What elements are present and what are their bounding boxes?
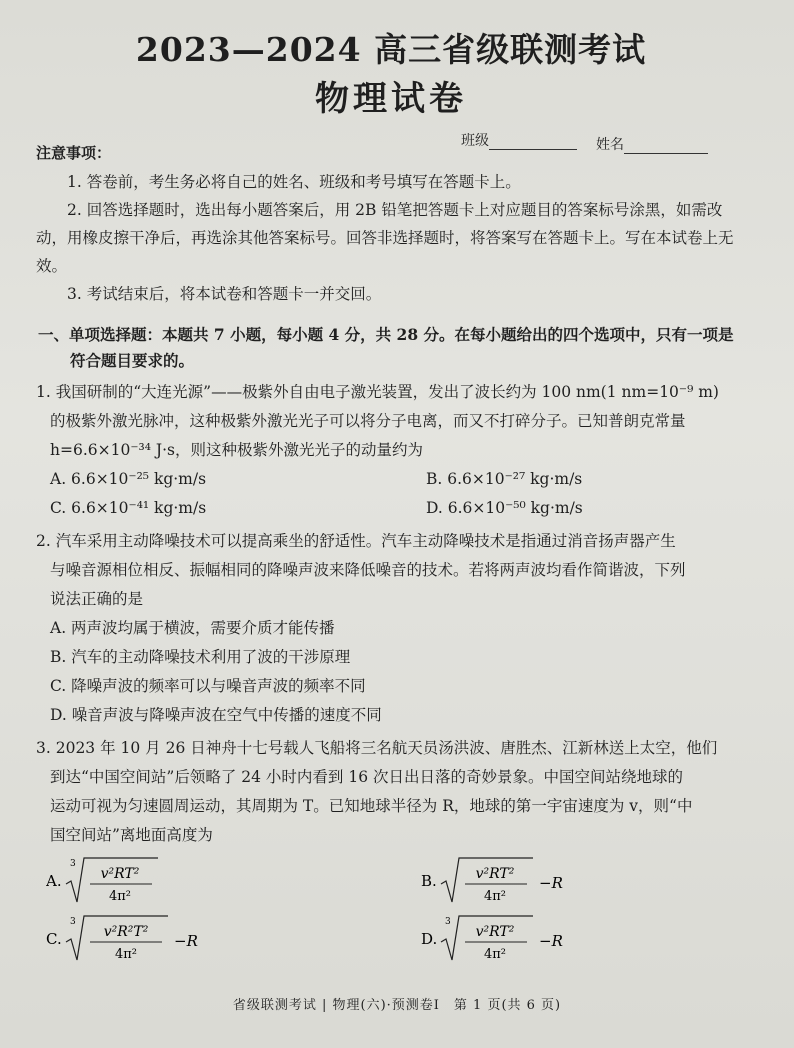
- exam-subtitle: 物理试卷: [315, 79, 467, 119]
- fraction-numerator: v²R²T²: [103, 924, 149, 940]
- section-line: 符合题目要求的。: [70, 351, 195, 370]
- minus-r: −R: [174, 932, 198, 950]
- question-3: [36, 734, 746, 850]
- root-index: 3: [70, 917, 76, 927]
- option-row: [36, 850, 746, 908]
- question-text: 3. 2023 年 10 月 26 日神舟十七号载人飞船将三名航天员汤洪波、唐胜杰、江新林送上太空，他们: [36, 739, 718, 757]
- option-letter: C.: [46, 930, 62, 948]
- section-heading: [36, 322, 746, 374]
- fraction-denominator: 4π²: [114, 947, 138, 962]
- option-row: [36, 908, 746, 966]
- option-d: D. 噪音声波与降噪声波在空气中传播的速度不同: [50, 706, 382, 724]
- question-text: 1. 我国研制的“大连光源”——极紫外自由电子激光装置，发出了波长约为 100 nm(1 nm=10⁻⁹ m): [36, 383, 719, 401]
- option-a: [46, 854, 306, 908]
- page-footer: 省级联测考试 | 物理(六)·预测卷Ⅰ 第 1 页(共 6 页): [232, 998, 562, 1013]
- option-a: A. 两声波均属于横波，需要介质才能传播: [50, 619, 335, 637]
- question-text: 2. 汽车采用主动降噪技术可以提高乘坐的舒适性。汽车主动降噪技术是指通过消音扬声器产生: [36, 532, 676, 550]
- option-d: [421, 912, 681, 966]
- question-text: 与噪音源相位相反、振幅相同的降噪声波来降低噪音的技术。若将两声波均看作简谐波，下列: [50, 561, 686, 579]
- question-text: 说法正确的是: [50, 590, 144, 608]
- class-field: [461, 130, 577, 150]
- option-row: [36, 465, 746, 494]
- option-letter: D.: [421, 930, 438, 948]
- fraction-numerator: v²RT²: [475, 924, 515, 940]
- option-d: D. 6.6×10⁻⁵⁰ kg·m/s: [426, 499, 583, 517]
- name-field: [596, 134, 708, 154]
- notice-item: 2. 回答选择题时，选出每小题答案后，用 2B 铅笔把答题卡上对应题目的答案标号涂黑，如需改动，用橡皮擦干净后，再选涂其他答案标号。回答非选择题时，将答案写在答题卡上。写在本试卷上无效。: [36, 201, 734, 275]
- minus-r: −R: [539, 874, 563, 892]
- root-index: 3: [445, 917, 451, 927]
- exam-title: 2023—2024 高三省级联测考试: [135, 30, 647, 69]
- question-text: 的极紫外激光脉冲，这种极紫外激光光子可以将分子电离，而又不打碎分子。已知普朗克常量: [50, 412, 686, 430]
- notice-item: 1. 答卷前，考生务必将自己的姓名、班级和考号填写在答题卡上。: [67, 173, 521, 191]
- option-letter: A.: [46, 872, 62, 890]
- fraction-denominator: 4π²: [483, 889, 507, 904]
- notice-label: 注意事项：: [36, 144, 112, 162]
- fraction-denominator: 4π²: [108, 889, 132, 904]
- class-blank[interactable]: [489, 133, 577, 150]
- notice-list: [36, 168, 746, 308]
- option-b: [421, 854, 681, 908]
- option-c: C. 降噪声波的频率可以与噪音声波的频率不同: [50, 677, 366, 695]
- option-b: B. 6.6×10⁻²⁷ kg·m/s: [426, 470, 583, 488]
- fraction-numerator: v²RT²: [100, 866, 140, 882]
- question-text: 运动可视为匀速圆周运动，其周期为 T。已知地球半径为 R，地球的第一宇宙速度为 v，则“中: [50, 797, 693, 815]
- option-c: C. 6.6×10⁻⁴¹ kg·m/s: [50, 499, 207, 517]
- class-label: 班级: [461, 133, 489, 149]
- question-2: [36, 527, 746, 614]
- meta-row: [36, 133, 746, 164]
- option-c: [46, 912, 306, 966]
- minus-r: −R: [539, 932, 563, 950]
- root-index: 3: [70, 859, 76, 869]
- fraction-numerator: v²RT²: [475, 866, 515, 882]
- name-label: 姓名: [596, 137, 624, 153]
- option-letter: B.: [421, 872, 437, 890]
- question-text: 到达“中国空间站”后领略了 24 小时内看到 16 次日出日落的奇妙景象。中国空间站绕地球的: [50, 768, 684, 786]
- notice-item: 3. 考试结束后，将本试卷和答题卡一并交回。: [67, 285, 382, 303]
- option-a: A. 6.6×10⁻²⁵ kg·m/s: [50, 470, 207, 488]
- question-text: h=6.6×10⁻³⁴ J·s，则这种极紫外激光光子的动量约为: [50, 441, 423, 459]
- option-row: [36, 494, 746, 523]
- question-1: [36, 378, 746, 465]
- section-line: 一、单项选择题：本题共 7 小题，每小题 4 分，共 28 分。在每小题给出的四个选项中，只有一项是: [38, 325, 734, 344]
- name-blank[interactable]: [624, 137, 708, 154]
- question-text: 国空间站”离地面高度为: [50, 826, 213, 844]
- option-b: B. 汽车的主动降噪技术利用了波的干涉原理: [50, 648, 351, 666]
- fraction-denominator: 4π²: [483, 947, 507, 962]
